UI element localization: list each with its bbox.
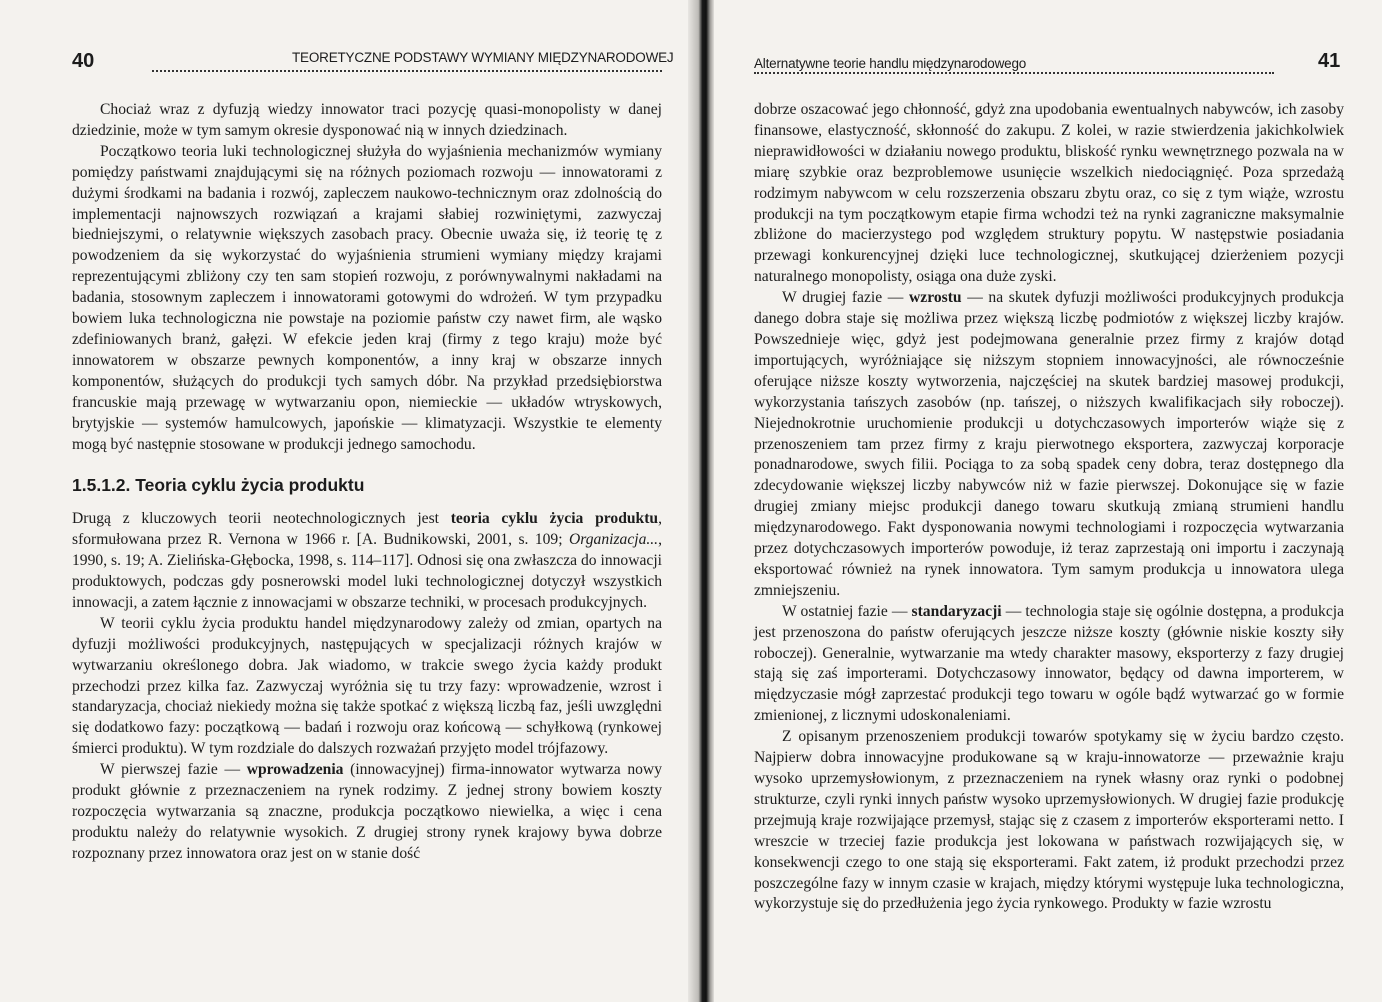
- paragraph: [754, 288, 1344, 602]
- left-page: [0, 0, 688, 1002]
- paragraph: W teorii cyklu życia produktu handel międzynarodowy zależy od zmian, opartych na dyfuzji możliwości produkcyjnych, następujących w specjalizacji różnych krajów w wytwarzaniu określonego dobra. Jak wiadomo, w trakcie swego życia każdy produkt przechodzi przez kilka faz. Zazwyczaj wyróżnia się tu trzy fazy: wprowadzenie, wzrost i standaryzacja, chociaż niekiedy można się także spotkać z większą liczbą faz, jeśli uwzględni się dodatkowo fazy: początkową — badań i rozwoju oraz końcową — schyłkową (rynkowej śmierci produktu). W tym rozdziale do dalszych rozważań przyjęto model trójfazowy.: [72, 614, 662, 758]
- text-run: — na skutek dyfuzji możliwości produkcyjnych produkcja danego dobra staje się możliwa przez większą liczbę podmiotów z większej liczby krajów. Powszednieje więc, gdyż jest podejmowana generalnie przez firmy z krajów dotąd importujących, wyróżniające się niższym stopniem innowacyjności, ale równocześnie oferujące niższe koszty wytworzenia, najczęściej na skutek bardziej masowej produkcji, wykorzystania tańszych zasobów (np. tańszej, o niższych kwalifikacjach siły roboczej). Niejednokrotnie uruchomienie produkcji u dotychczasowych importerów wiąże się z przenoszeniem tam przez firmy z kraju pierwotnego eksportera, zazwyczaj korporacje ponadnarodowe, swych filii. Pociąga to za sobą spadek ceny dobra, teraz dostępnego dla zdecydowanie większej liczby nabywców niż w fazie pierwszej. Dokonujące się w fazie drugiej zmiany miejsc produkcji danego towaru skutkują zmianą strumieni handlu międzynarodowego. Fakt dysponowania nowymi technologiami i rozpoczęcia wytwarzania przez dotychczasowych importerów powoduje, iż teraz zaprzestają oni importu i zaczynają eksportować również na rynek innowatora. Tym samym produkcja u innowatora ulega zmniejszeniu.: [754, 289, 1344, 599]
- page-number: 40: [72, 50, 95, 72]
- paragraph: Z opisanym przenoszeniem produkcji towarów spotykamy się w życiu bardzo często. Najpierw dobra innowacyjne produkowane są w kraju-innowatorze — przeważnie kraju wysoko uprzemysłowionym, z przeznaczeniem na rynek własny oraz rynki o podobnej strukturze, czyli rynki innych państw wysoko uprzemysłowionych. W drugiej fazie produkcję przejmują kraje rozwijające przemysł, stając się z czasem z importerów eksporterami netto. I wreszcie w trzeciej fazie produkcja jest lokowana w państwach rozwijających się, w konsekwencji czego to one stają się eksporterami. Fakt zatem, iż produkt przechodzi przez poszczególne fazy w innym czasie w krajach, między którymi występuje luka technologiczna, wykorzystuje się do przedłużenia jego życia rynkowego. Produkty w fazie wzrostu: [754, 728, 1344, 913]
- dotted-rule: [754, 72, 1274, 82]
- book-gutter: [688, 0, 714, 1002]
- paragraph: [72, 760, 662, 865]
- text-run: — technologia staje się ogólnie dostępna, a produkcja jest przenoszona do państw oferujących jeszcze niższe koszty (głównie niskie koszty siły roboczej). Generalnie, wytwarzanie ma wtedy charakter masowy, eksporterzy z fazy drugiej stają się zaś importerami. Dotychczasowy innowator, będący od dawna importerem, w międzyczasie mógł zaprzestać produkcji tego towaru w ogóle bądź wytwarzać go w formie zmienionej, z licznymi udoskonaleniami.: [754, 602, 1344, 725]
- running-title: Alternatywne teorie handlu międzynarodowego: [754, 56, 1027, 71]
- paragraph: [72, 509, 662, 614]
- text-run: , 1990, s. 19; A. Zielińska-Głębocka, 1998, s. 114–117]. Odnosi się ona zwłaszcza do innowacji produktowych, podczas gdy posnerowski model luki technologicznej dotyczył wszystkich innowacji, a zatem łącznie z innowacjami w obszarze techniki, w procesach produkcyjnych.: [72, 531, 662, 611]
- right-page-body: [754, 100, 1344, 915]
- bold-term: wprowadzenia: [246, 761, 344, 779]
- text-run: W drugiej fazie —: [782, 289, 910, 307]
- bold-term: standaryzacji: [911, 602, 1002, 620]
- paragraph: dobrze oszacować jego chłonność, gdyż zna upodobania ewentualnych nabywców, ich zasoby finansowe, elastyczność, skłonność do zakupu. Z kolei, w razie stwierdzenia jakichkolwiek nieprawidłowości w działaniu nowego produktu, bliskość rynku wewnętrznego pozwala na w miarę szybkie oraz bezproblemowe usunięcie wszelkich niedociągnięć. Poza sprzedażą rodzimym nabywcom w celu rozszerzenia obszaru zbytu oraz, co się z tym wiąże, wzrostu produkcji na tym początkowym etapie firma wchodzi też na rynki zagraniczne maksymalnie zbliżone do macierzystego pod względem struktury popytu. W następstwie posiadania przewagi konkurencyjnej dzięki luce technologicznej, skutkującej dzierżeniem pozycji naturalnego monopolisty, osiąga ona duże zyski.: [754, 101, 1344, 286]
- left-page-body: [72, 100, 662, 865]
- bold-term: teoria cyklu życia produktu: [450, 510, 659, 528]
- italic-citation: Organizacja...: [569, 531, 659, 549]
- paragraph: Chociaż wraz z dyfuzją wiedzy innowator traci pozycję quasi-monopolisty w danej dziedzinie, może w tym samym okresie dysponować nią w innych dziedzinach.: [72, 101, 662, 139]
- text-run: W ostatniej fazie —: [782, 602, 912, 620]
- text-run: (innowacyjnej) firma-innowator wytwarza nowy produkt głównie z przeznaczeniem na rynek rodzimy. Z jednej strony bowiem koszty rozpoczęcia wytwarzania są znaczne, produkcja początkowo niewielka, a więc i cena produktu należy do relatywnie wysokich. Z drugiej strony rynek krajowy bywa dobrze rozpoznany przez innowatora oraz jest on w stanie dość: [72, 761, 662, 862]
- paragraph: [754, 602, 1344, 727]
- dotted-rule: [152, 70, 662, 80]
- bold-term: wzrostu: [909, 289, 962, 307]
- text-run: W pierwszej fazie —: [100, 761, 247, 779]
- page-number: 41: [1318, 50, 1341, 72]
- text-run: Drugą z kluczowych teorii neotechnologicznych jest: [72, 510, 451, 528]
- paragraph: Początkowo teoria luki technologicznej służyła do wyjaśnienia mechanizmów wymiany pomiędzy państwami znajdującymi się na różnych poziomach rozwoju — innowatorami z dużymi środkami na badania i rozwój, zapleczem naukowo-technicznym oraz zdolnością do implementacji najnowszych rozwiązań a krajami słabiej rozwiniętymi, zazwyczaj biedniejszymi, o relatywnie większych zasobach pracy. Obecnie uważa się, iż teorię tę z powodzeniem da się wykorzystać do wyjaśnienia strumieni wymiany między krajami reprezentującymi zbliżony czy ten sam stopień rozwoju, z porównywalnymi nakładami na badania, stosownym zapleczem i innowatorami gotowymi do wdrożeń. W tym przypadku bowiem luka technologiczna nie powstaje na poziomie państw czy nawet firm, ale wąsko zdefiniowanych branż, gałęzi. W efekcie jeden kraj (firmy z tego kraju) może być innowatorem w obszarze pewnych komponentów, a inny kraj w obszarze innych komponentów, służących do produkcji tych samych dóbr. Na przykład przedsiębiorstwa francuskie mają przewagę w wytwarzaniu opon, niemieckie — układów wtryskowych, brytyjskie — systemów hamulcowych, japońskie — klimatyzacji. Wszystkie te elementy mogą być następnie stosowane w produkcji jednego samochodu.: [72, 142, 662, 453]
- text-run: , sformułowana przez R. Vernona w 1966 r. [A. Budnikowski, 2001, s. 109;: [72, 510, 662, 549]
- right-page: [714, 0, 1382, 1002]
- section-heading: 1.5.1.2. Teoria cyklu życia produktu: [72, 475, 365, 496]
- running-title: TEORETYCZNE PODSTAWY WYMIANY MIĘDZYNARODOWEJ: [292, 50, 674, 65]
